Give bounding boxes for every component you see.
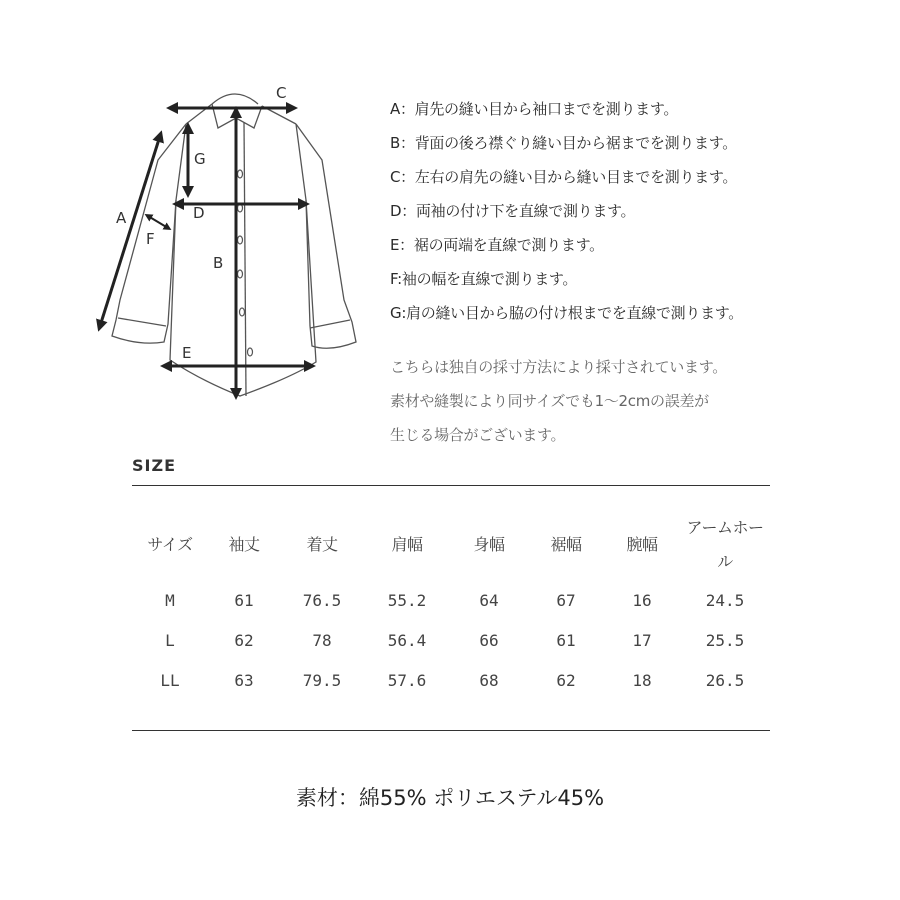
header-shoulder-width: 肩幅 [391,535,423,554]
table-cell: 67 [556,590,576,610]
table-cell: 62 [556,670,576,690]
note-line: こちらは独自の採寸方法により採寸されています。 [390,358,727,376]
table-cell: 24.5 [705,590,745,610]
header-hem-width: 裾幅 [550,535,582,554]
table-cell: 16 [632,590,652,610]
material-composition: 素材：綿55% ポリエステル45% [295,786,605,810]
header-armhole: アームホール [686,518,764,571]
legend-item-c: C：左右の肩先の縫い目から縫い目までを測ります。 [390,168,738,186]
table-cell: 17 [632,630,652,650]
measurement-note [390,350,860,452]
table-cell: 62 [234,630,254,650]
label-a: A [116,209,127,227]
legend-item-a: A：肩先の縫い目から袖口までを測ります。 [390,100,679,118]
table-cell: L [165,630,175,650]
table-row [132,580,770,620]
measurement-legend [390,92,890,330]
legend-item-d: D：両袖の付け下を直線で測ります。 [390,202,636,220]
table-cell: LL [160,670,180,690]
bottom-divider [132,730,770,731]
label-g: G [194,150,206,168]
table-cell: 57.6 [387,670,427,690]
header-sleeve-length: 袖丈 [228,535,260,554]
table-cell: 64 [479,590,499,610]
table-cell: 66 [479,630,499,650]
label-f: F [146,230,155,248]
header-chest-width: 身幅 [473,535,505,554]
legend-item-e: E：裾の両端を直線で測ります。 [390,236,604,254]
label-d: D [193,204,205,222]
label-e: E [182,344,192,362]
table-cell: 63 [234,670,254,690]
table-cell: 55.2 [387,590,427,610]
legend-item-f: F:袖の幅を直線で測ります。 [390,270,578,288]
table-cell: M [165,590,175,610]
table-cell: 18 [632,670,652,690]
shirt-measurement-diagram [90,78,380,408]
note-line: 素材や縫製により同サイズでも1～2cmの誤差が [390,392,709,410]
table-cell: 61 [234,590,254,610]
header-size: サイズ [147,535,193,554]
table-cell: 25.5 [705,630,745,650]
size-section-title: SIZE [132,456,177,475]
table-cell: 68 [479,670,499,690]
top-divider [132,485,770,486]
header-body-length: 着丈 [306,535,338,554]
legend-item-g: G:肩の縫い目から脇の付け根までを直線で測ります。 [390,304,743,322]
table-cell: 61 [556,630,576,650]
table-row [132,620,770,660]
legend-item-b: B：背面の後ろ襟ぐり縫い目から裾までを測ります。 [390,134,737,152]
note-line: 生じる場合がございます。 [390,426,566,444]
table-cell: 76.5 [302,590,342,610]
label-b: B [213,254,224,272]
table-cell: 79.5 [302,670,342,690]
header-arm-width: 腕幅 [626,535,658,554]
table-cell: 26.5 [705,670,745,690]
table-cell: 78 [312,630,332,650]
table-header-row [132,510,770,580]
table-cell: 56.4 [387,630,427,650]
table-row [132,660,770,700]
size-table [132,510,770,700]
label-c: C [276,84,287,102]
